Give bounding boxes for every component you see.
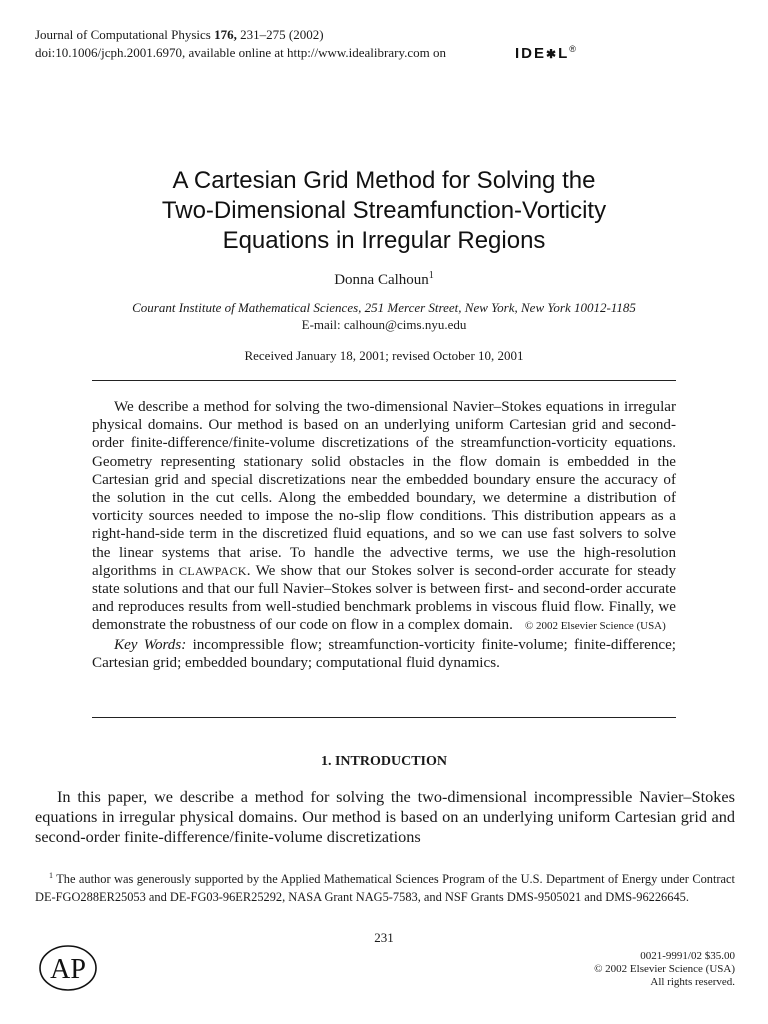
author <box>0 270 768 289</box>
author-footnote-mark: 1 <box>428 270 434 281</box>
ideal-logo: IDE✱L® <box>515 44 576 62</box>
abstract-body: We describe a method for solving the two-dimensional Navier–Stokes equations in irregular physical domains. Our method is based on an underlying uniform Cartesian grid and second-order finite-difference/finite-volume discretizations of the streamfunction-vorticity equations. Geometry representing stationary solid obstacles in the flow domain is embedded in the Cartesian grid and special discretizations near the embedded boundary ensure the accuracy of the solution in the cut cells. Along the embedded boundary, we determine a distribution of vorticity sources needed to impose the no-slip flow conditions. This distribution appears as a right-hand-side term in the discretized fluid equations, and so we can use fast solvers to solve the linear systems that arise. To handle the advective terms, we use the high-resolution algorithms in CLAWPACK. We show that our Stokes solver is second-order accurate for steady state solutions and that our full Navier–Stokes solver is between first- and second-order accurate and reproduces results from well-studied benchmark problems in viscous fluid flow. Finally, we demonstrate the robustness of our code on flow in a complex domain. © 2002 Elsevier Science (USA) <box>92 399 676 634</box>
author-name: Donna Calhoun <box>334 272 429 288</box>
clawpack-name: CLAWPACK <box>179 563 247 578</box>
paper-title <box>40 166 728 256</box>
abstract <box>92 398 676 672</box>
issn-copyright: © 2002 Elsevier Science (USA) <box>594 963 735 975</box>
received-dates: Received January 18, 2001; revised October 10, 2001 <box>244 348 524 363</box>
ideal-logo-star-icon: ✱ <box>546 47 559 61</box>
title-line-3: Equations in Irregular Regions <box>222 227 546 254</box>
abstract-bottom-rule <box>92 717 676 718</box>
footnote-text: The author was generously supported by the Applied Mathematical Sciences Program of the U.S. Department of Energy under Contract DE-FGO288ER25053 and DE-FG03-96ER25292, NASA Grant NAG5-7583, and NSF Grants DMS-9505021 and DMS-96226645. <box>35 872 735 904</box>
journal-name: Journal of Computational Physics <box>35 27 211 42</box>
journal-citation <box>35 27 324 43</box>
author-email: E-mail: calhoun@cims.nyu.edu <box>301 317 467 332</box>
publisher-logo-text: AP <box>50 954 86 985</box>
keywords-list: incompressible flow; streamfunction-vorticity finite-volume; finite-difference; Cartesian grid; embedded boundary; computational fluid dynamics. <box>92 636 676 671</box>
title-line-1: A Cartesian Grid Method for Solving the <box>172 167 596 194</box>
section-heading: 1. INTRODUCTION <box>320 754 447 769</box>
footnote <box>35 867 735 906</box>
doi-text: doi:10.1006/jcph.2001.6970, available online at http://www.idealibrary.com on <box>35 45 446 60</box>
issn-price: 0021-9991/02 $35.00 <box>640 950 735 962</box>
keywords <box>92 636 676 672</box>
title-line-2: Two-Dimensional Streamfunction-Vorticity <box>161 197 607 224</box>
journal-pages-year: 231–275 (2002) <box>240 27 324 42</box>
keywords-label: Key Words: <box>114 636 187 653</box>
abstract-top-rule <box>92 380 676 381</box>
introduction-text: In this paper, we describe a method for solving the two-dimensional incompressible Navier–Stokes equations in irregular physical domains. Our method is based on an underlying uniform Cartesian grid and second-order finite-difference/finite-volume discretizations <box>35 787 735 846</box>
doi-line <box>35 45 446 61</box>
publisher-logo <box>38 944 98 992</box>
page-number: 231 <box>374 930 394 945</box>
issn-block <box>594 950 735 989</box>
abstract-copyright: © 2002 Elsevier Science (USA) <box>524 620 666 633</box>
footnote-mark: 1 <box>49 871 53 880</box>
affiliation: Courant Institute of Mathematical Sciences, 251 Mercer Street, New York, New York 10012-1185 <box>132 300 636 315</box>
journal-volume: 176, <box>214 27 237 42</box>
issn-rights: All rights reserved. <box>650 976 735 988</box>
